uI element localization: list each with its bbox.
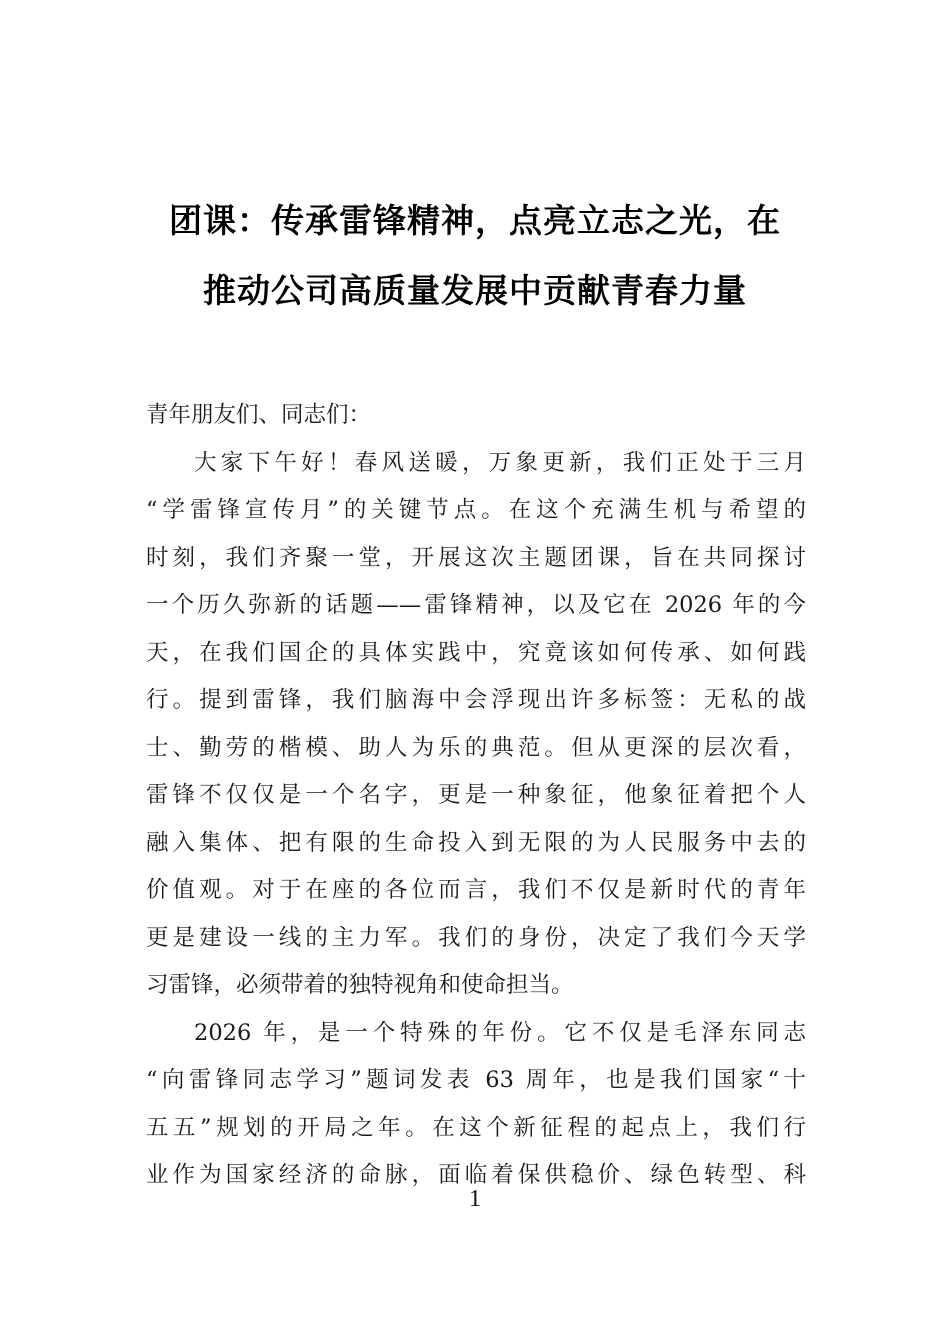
paragraph-line: 士、勤劳的楷模、助人为乐的典范。但从更深的层次看， [146, 734, 806, 761]
paragraph-line: 时刻，我们齐聚一堂，开展这次主题团课，旨在共同探讨 [146, 544, 806, 571]
title-line: 推动公司高质量发展中贡献青春力量 [203, 271, 747, 310]
paragraph-line: 更是建设一线的主力军。我们的身份，决定了我们今天学 [146, 924, 806, 951]
paragraph-line: 业作为国家经济的命脉，面临着保供稳价、绿色转型、科 [146, 1162, 806, 1188]
page-number: 1 [469, 1186, 481, 1212]
document-title [130, 186, 820, 326]
paragraph-line: “向雷锋同志学习”题词发表 63 周年，也是我们国家“十 [146, 1067, 806, 1093]
paragraph-line: 2026 年，是一个特殊的年份。它不仅是毛泽东同志 [194, 1019, 806, 1046]
salutation: 青年朋友们、同志们： [146, 402, 372, 428]
title-line: 团课：传承雷锋精神，点亮立志之光，在 [169, 201, 781, 240]
paragraph-line: 一个历久弥新的话题——雷锋精神，以及它在 2026 年的今 [146, 592, 806, 618]
paragraph-line: “学雷锋宣传月”的关键节点。在这个充满生机与希望的 [146, 497, 806, 523]
paragraph-line: 天，在我们国企的具体实践中，究竟该如何传承、如何践 [146, 639, 806, 666]
paragraph-line: 大家下午好！春风送暖，万象更新，我们正处于三月 [194, 449, 806, 476]
paragraph-line: 融入集体、把有限的生命投入到无限的为人民服务中去的 [146, 829, 806, 856]
paragraph-line: 雷锋不仅仅是一个名字，更是一种象征，他象征着把个人 [146, 782, 806, 808]
paragraph-line: 行。提到雷锋，我们脑海中会浮现出许多标签：无私的战 [146, 687, 806, 713]
document-body [146, 392, 806, 1200]
paragraph-line: 习雷锋，必须带着的独特视角和使命担当。 [146, 972, 574, 998]
paragraph-line: 价值观。对于在座的各位而言，我们不仅是新时代的青年 [146, 877, 806, 903]
paragraph-line: 五五”规划的开局之年。在这个新征程的起点上，我们行 [146, 1114, 806, 1141]
